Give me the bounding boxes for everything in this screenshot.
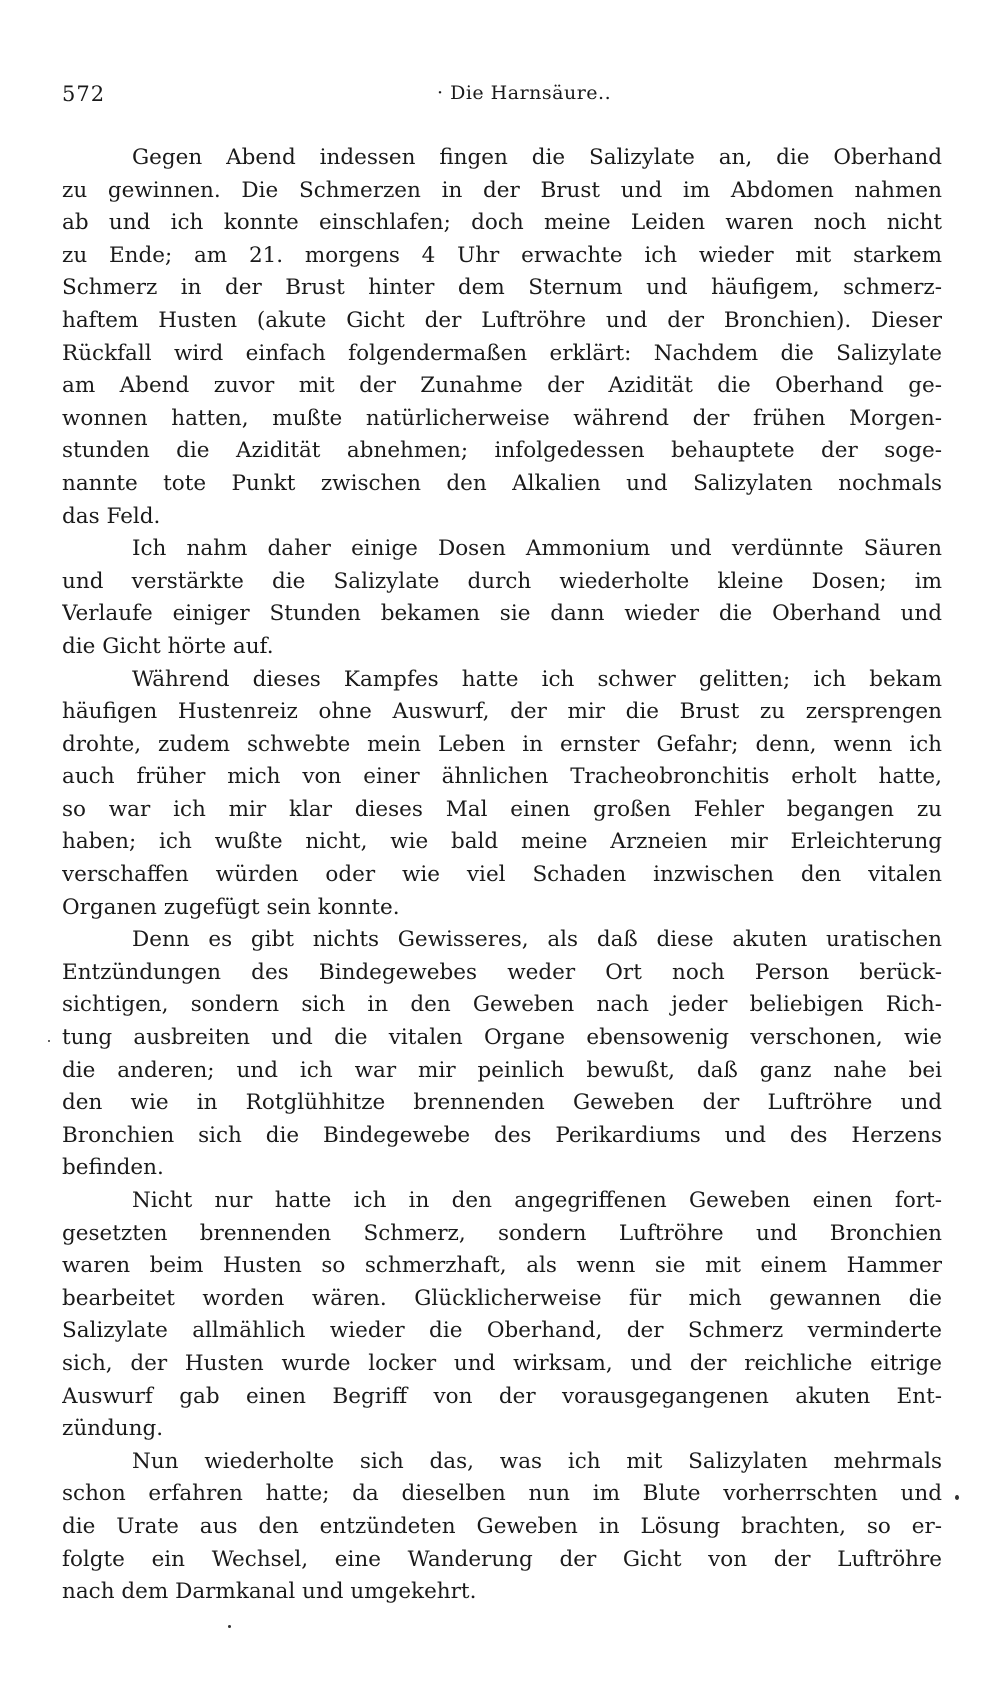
page-number: 572 xyxy=(62,82,106,106)
text-line: die Urate aus den entzündeten Geweben in Lösung brachten, so er- xyxy=(62,1513,942,1539)
text-line: Rückfall wird einfach folgendermaßen erklärt: Nachdem die Salizylate xyxy=(62,340,942,366)
paragraph xyxy=(62,1185,942,1446)
text-line: tung ausbreiten und die vitalen Organe ebensowenig verschonen, wie xyxy=(62,1025,942,1051)
scan-speck xyxy=(48,1040,50,1042)
text-line: Gegen Abend indessen fingen die Salizylate an, die Oberhand xyxy=(132,145,942,170)
text-line: wonnen hatten, mußte natürlicherweise während der frühen Morgen- xyxy=(62,405,942,431)
paragraph xyxy=(62,1446,942,1609)
text-line: Schmerz in der Brust hinter dem Sternum und häufigem, schmerz- xyxy=(62,275,942,301)
text-line: Organen zugefügt sein konnte. xyxy=(62,894,400,920)
text-line: befinden. xyxy=(62,1155,164,1181)
text-line: so war ich mir klar dieses Mal einen großen Fehler begangen zu xyxy=(62,796,942,822)
text-line: Während dieses Kampfes hatte ich schwer gelitten; ich bekam xyxy=(132,666,942,692)
text-line: gesetzten brennenden Schmerz, sondern Luftröhre und Bronchien xyxy=(62,1220,942,1246)
paragraph xyxy=(62,664,942,925)
text-line: schon erfahren hatte; da dieselben nun im Blute vorherrschten und xyxy=(62,1481,942,1507)
text-line: zu Ende; am 21. morgens 4 Uhr erwachte ich wieder mit starkem xyxy=(62,242,942,268)
text-line: Ich nahm daher einige Dosen Ammonium und verdünnte Säuren xyxy=(132,536,942,562)
text-line: drohte, zudem schwebte mein Leben in ernster Gefahr; denn, wenn ich xyxy=(62,731,942,757)
text-line: Verlaufe einiger Stunden bekamen sie dann wieder die Oberhand und xyxy=(62,601,942,627)
text-line: auch früher mich von einer ähnlichen Tracheobronchitis erholt hatte, xyxy=(62,764,942,790)
text-line: nach dem Darmkanal und umgekehrt. xyxy=(62,1579,477,1605)
text-line: sichtigen, sondern sich in den Geweben nach jeder beliebigen Rich- xyxy=(62,992,942,1018)
text-line: häufigen Hustenreiz ohne Auswurf, der mir die Brust zu zersprengen xyxy=(62,699,942,725)
text-line: und verstärkte die Salizylate durch wiederholte kleine Dosen; im xyxy=(62,568,942,594)
text-line: sich, der Husten wurde locker und wirksam, und der reichliche eitrige xyxy=(62,1350,942,1376)
text-line: die anderen; und ich war mir peinlich bewußt, daß ganz nahe bei xyxy=(62,1057,942,1083)
text-line: Bronchien sich die Bindegewebe des Perikardiums und des Herzens xyxy=(62,1122,942,1148)
text-line: die Gicht hörte auf. xyxy=(62,633,274,659)
text-line: bearbeitet worden wären. Glücklicherweise für mich gewannen die xyxy=(62,1285,942,1311)
text-line: das Feld. xyxy=(62,503,161,529)
running-head xyxy=(62,82,942,112)
text-line: haftem Husten (akute Gicht der Luftröhre und der Bronchien). Dieser xyxy=(62,307,942,333)
text-line: den wie in Rotglühhitze brennenden Geweben der Luftröhre und xyxy=(62,1090,942,1116)
paragraph xyxy=(62,924,942,1185)
text-line: zu gewinnen. Die Schmerzen in der Brust und im Abdomen nahmen xyxy=(62,177,942,203)
text-line: Nicht nur hatte ich in den angegriffenen Geweben einen fort- xyxy=(132,1188,942,1213)
text-line: am Abend zuvor mit der Zunahme der Azidität die Oberhand ge- xyxy=(62,373,942,399)
paragraph xyxy=(62,142,942,533)
text-line: Auswurf gab einen Begriff von der vorausgegangenen akuten Ent- xyxy=(62,1383,942,1409)
scan-speck xyxy=(228,1625,231,1628)
text-line: Denn es gibt nichts Gewisseres, als daß diese akuten uratischen xyxy=(132,927,942,953)
body-text xyxy=(62,142,942,1609)
scan-speck xyxy=(955,1495,959,1500)
text-line: stunden die Azidität abnehmen; infolgedessen behauptete der soge- xyxy=(62,438,942,464)
text-line: Nun wiederholte sich das, was ich mit Salizylaten mehrmals xyxy=(132,1448,942,1474)
text-line: Salizylate allmählich wieder die Oberhand, der Schmerz verminderte xyxy=(62,1318,942,1344)
text-line: Entzündungen des Bindegewebes weder Ort noch Person berück- xyxy=(62,959,942,985)
text-line: waren beim Husten so schmerzhaft, als wenn sie mit einem Hammer xyxy=(62,1253,942,1279)
text-line: verschaffen würden oder wie viel Schaden inzwischen den vitalen xyxy=(62,862,942,888)
paragraph xyxy=(62,533,942,663)
text-line: haben; ich wußte nicht, wie bald meine Arzneien mir Erleichterung xyxy=(62,829,942,855)
running-title: · Die Harnsäure.. xyxy=(437,82,612,104)
text-line: nannte tote Punkt zwischen den Alkalien und Salizylaten nochmals xyxy=(62,470,942,496)
text-line: folgte ein Wechsel, eine Wanderung der Gicht von der Luftröhre xyxy=(62,1546,942,1572)
text-line: zündung. xyxy=(62,1416,164,1442)
text-line: ab und ich konnte einschlafen; doch meine Leiden waren noch nicht xyxy=(62,210,942,236)
